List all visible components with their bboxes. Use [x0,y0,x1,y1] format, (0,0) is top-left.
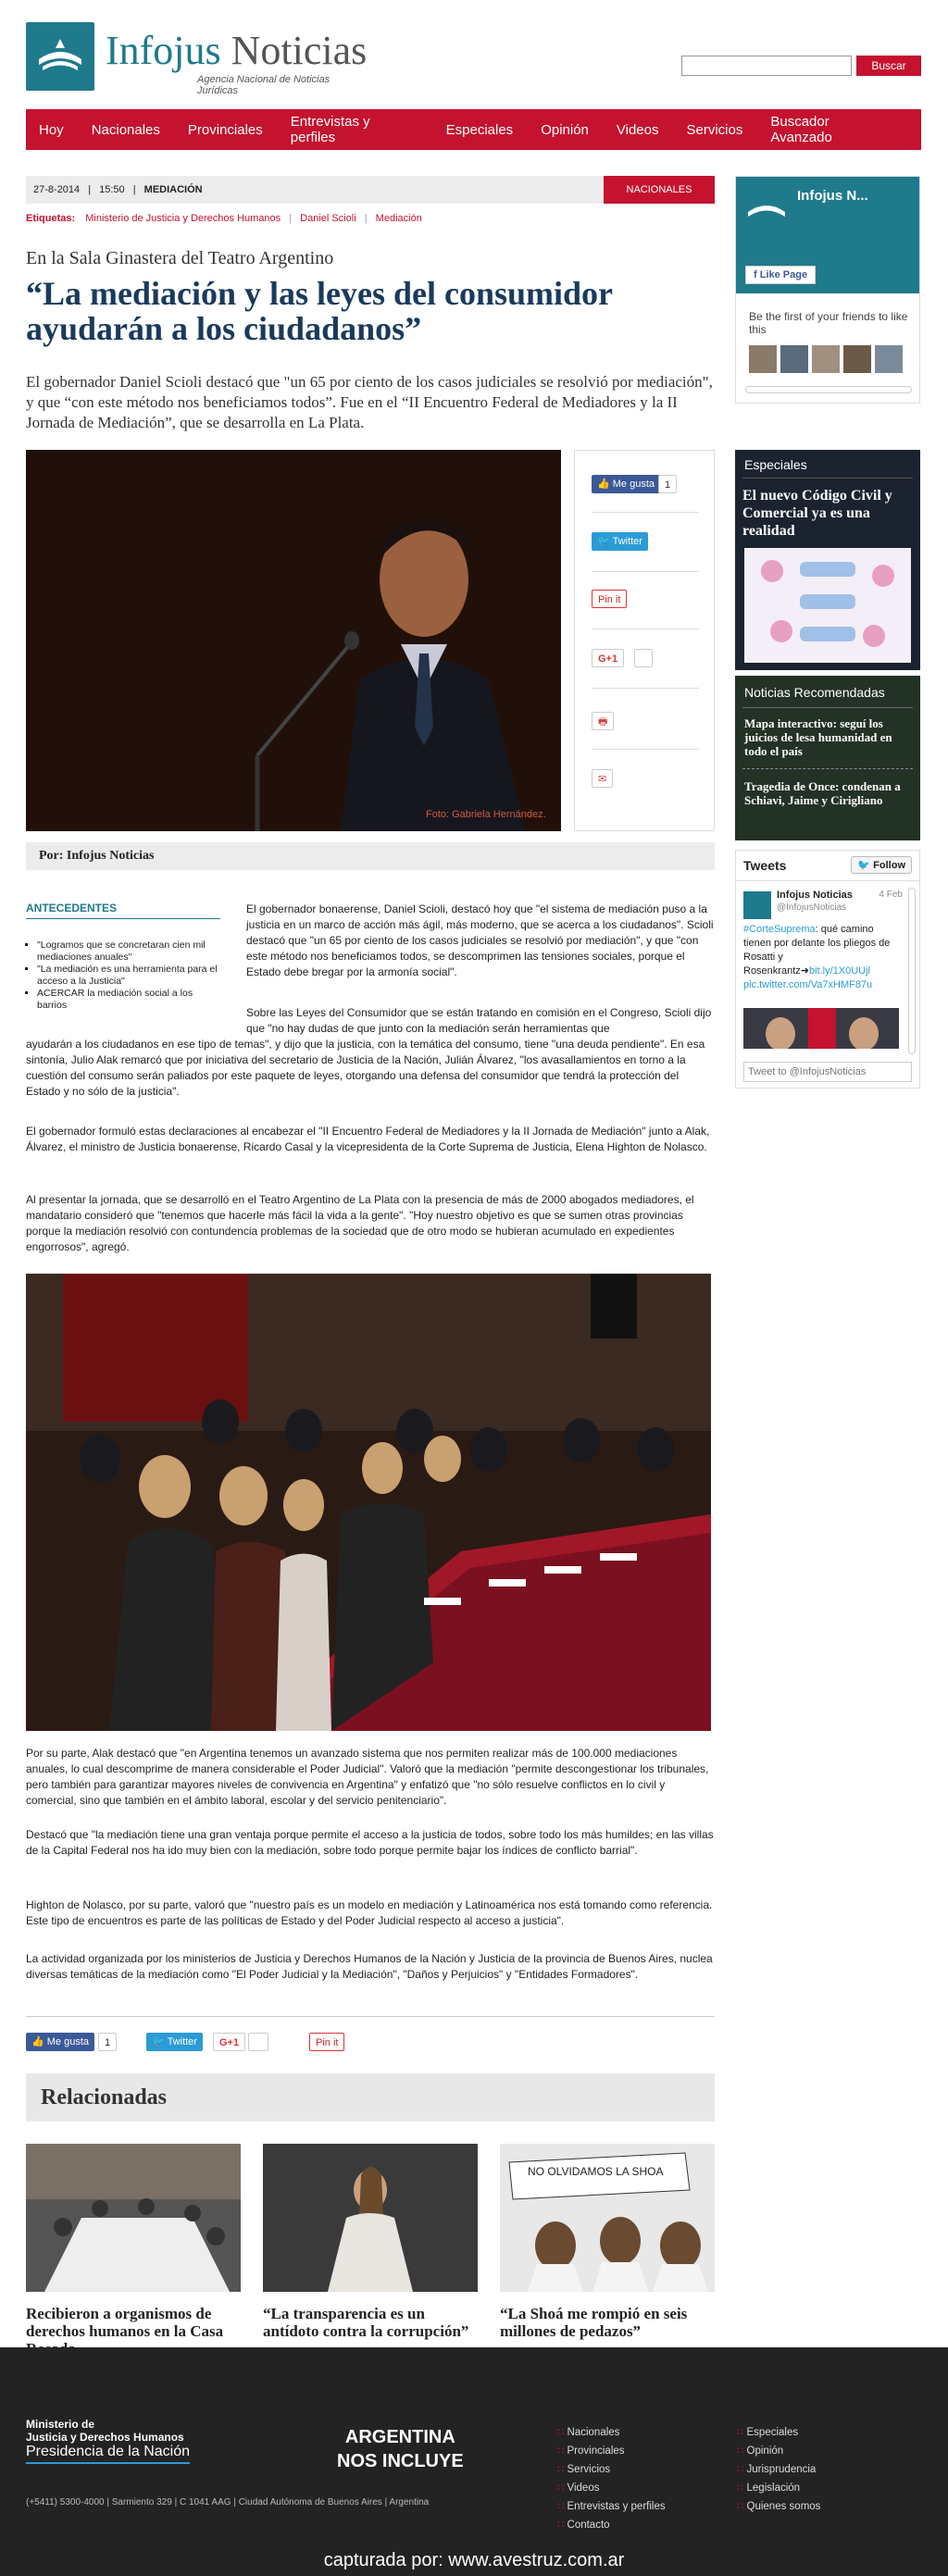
footer-links-col2 [737,2423,820,2516]
footer-link[interactable]: ∷ Servicios [557,2460,666,2479]
tweets-scrollbar[interactable] [908,888,916,1054]
book-logo-icon [26,22,94,91]
tweet-author[interactable]: Infojus Noticias [777,890,853,901]
footer-link[interactable]: ∷ Especiales [737,2423,820,2442]
facebook-page-name[interactable]: Infojus N... [797,188,868,204]
twitter-button[interactable]: 🐦 Twitter [146,2033,203,2051]
footer-link[interactable]: ∷ Videos [557,2479,666,2497]
google-plus-button[interactable]: G+1 [213,2033,245,2051]
footer-link[interactable]: ∷ Provinciales [557,2442,666,2460]
facebook-friends-text: Be the first of your friends to like this [749,310,908,336]
tweet-image[interactable] [743,1008,899,1049]
category-badge[interactable]: NACIONALES [604,176,715,204]
tweet-handle: @InfojusNoticias [777,902,847,913]
footer-link[interactable]: ∷ Quienes somos [737,2497,820,2516]
especiales-image[interactable] [744,548,911,663]
print-icon[interactable]: 🖶 [592,712,614,730]
twitter-bird-icon: 🐦 [597,536,610,547]
nav-item-hoy[interactable]: Hoy [39,121,64,138]
article-paragraph: Por su parte, Alak destacó que "en Argentina tenemos un avanzado sistema que nos permiten realizar más de 100.000 mediaciones anuales, lo cual descomprime de manera considerable el Poder Judicial". Valoró que la mediación "permite descongestionar los tribunales, pero también para garantizar mayores niveles de convivencia en Argentina" y enfatizó que "no sólo resuelve conflictos en lo civil y comercial, sino que también en el ámbito laboral, escolar y del servicio penitenciario". [26,1747,709,1807]
article-paragraph: El gobernador formuló estas declaraciones al encabezar el "II Encuentro Federal de Mediadores y la II Jornada de Mediación" junto a Alak, Álvarez, el ministro de Justicia bonaerense, Ricardo Casal y la vicepresidenta de la Corte Suprema de Justicia, Elena Highton de Nolasco. [26,1125,710,1153]
protest-sign-text: NO OLVIDAMOS LA SHOA [528,2165,664,2178]
widget-scrollbar[interactable] [745,386,912,393]
footer-links-col1 [557,2423,666,2534]
main-nav [26,109,921,150]
related-item[interactable] [26,2144,241,2358]
site-footer [0,2347,948,2576]
article-paragraph: Al presentar la jornada, que se desarrolló en el Teatro Argentino de La Plata con la presencia de más de 2000 abogados mediadores, el mandatario consideró que "tenemos que hacerle más fácil la vida a la gente". "Hoy nuestro objetivo es que se sumen otras provincias porque la mediación resolvió con contundencia problemas de la sociedad que de otro modo se hubieran acumulado en expedientes engorrosos", agregó. [26,1193,694,1253]
recomendada-link[interactable]: Tragedia de Once: condenan a Schiavi, Jaime y Cirigliano [744,779,901,807]
article-paragraph: Sobre las Leyes del Consumidor que se están tratando en comisión en el Congreso, Scioli dijo que "no hay dudas de que junto con la mediación serán herramientas que [246,1006,712,1035]
nav-item-videos[interactable]: Videos [616,121,659,138]
friend-avatars [749,345,912,373]
ministry-logo[interactable]: Ministerio de Justicia y Derechos Humanos Presidencia de la Nación [26,2418,190,2464]
related-thumbnail[interactable] [500,2144,715,2292]
related-thumbnail[interactable] [263,2144,478,2292]
related-headline[interactable]: “La Shoá me rompió en seis millones de pedazos” [500,2305,688,2340]
related-headline[interactable]: “La transparencia es un antídoto contra la corrupción” [263,2305,469,2340]
tweet-compose-input[interactable]: Tweet to @InfojusNoticias [743,1062,912,1082]
tweet-date[interactable]: 4 Feb [879,890,903,900]
tweet-avatar[interactable] [743,891,771,919]
recomendadas-label: Noticias Recomendadas [744,685,885,700]
footer-link[interactable]: ∷ Nacionales [557,2423,666,2442]
antecedentes-title: ANTECEDENTES [26,902,220,919]
twitter-widget [735,850,920,1089]
nav-item-entrevistas[interactable]: Entrevistas y perfiles [290,114,370,145]
footer-link[interactable]: ∷ Contacto [557,2516,666,2534]
especiales-label: Especiales [744,457,807,472]
tag-link[interactable]: Mediación [375,213,422,224]
recomendadas-box [735,676,920,840]
article-time: 15:50 [99,184,125,195]
article-kicker: En la Sala Ginastera del Teatro Argentino [26,248,334,268]
google-plus-button[interactable]: G+1 [592,649,624,667]
nav-item-opinion[interactable]: Opinión [541,121,589,138]
antecedentes-box [26,902,220,1012]
thumbs-up-icon: 👍 [597,479,610,490]
antecedentes-link[interactable]: ▪ "La mediación es una herramienta para el acceso a la Justicia" [37,964,220,988]
site-logo[interactable] [26,22,368,96]
email-icon[interactable]: ✉ [592,769,613,788]
related-title: Relacionadas [26,2073,715,2122]
share-panel [574,450,715,831]
facebook-widget [735,176,920,404]
footer-address: (+5411) 5300-4000 | Sarmiento 329 | C 1041 AAG | Ciudad Autónoma de Buenos Aires | Argentina [26,2497,430,2508]
gplus-count [634,649,653,667]
article-lead: El gobernador Daniel Scioli destacó que "un 65 por ciento de los casos judiciales se resolvió por mediación", y que “con este método nos beneficiamos todos”. Fue en el “II Encuentro Federal de Mediadores y la II Jornada de Mediación”, que se desarrolla en La Plata. [26,373,713,431]
gplus-count [248,2033,268,2051]
article-main-photo [26,450,561,831]
argentina-nos-incluye-logo: ARGENTINA NOS INCLUYE [337,2427,464,2471]
article-paragraph: La actividad organizada por los ministerios de Justicia y Derechos Humanos de la Nación y Justicia de la provincia de Buenos Aires, nuclea diversas temáticas de la mediación como "El Poder Judicial y la Mediación", "Daños y Perjuicios" y "Entidades Formadores". [26,1952,713,1981]
facebook-f-icon: f [754,269,757,280]
divider [26,2016,715,2017]
search-button[interactable]: Buscar [856,56,921,76]
footer-link[interactable]: ∷ Entrevistas y perfiles [557,2497,666,2516]
antecedentes-link[interactable]: ▪ ACERCAR la mediación social a los barrios [37,988,220,1012]
related-item[interactable] [500,2144,715,2340]
nav-item-provinciales[interactable]: Provinciales [187,121,263,138]
related-thumbnail[interactable] [26,2144,241,2292]
recomendada-link[interactable]: Mapa interactivo: seguí los juicios de lesa humanidad en todo el país [744,716,892,758]
tag-link[interactable]: Daniel Scioli [300,213,356,224]
tag-link[interactable]: Ministerio de Justicia y Derechos Humanos [85,213,281,224]
article-headline: “La mediación y las leyes del consumidor ayudarán a los ciudadanos” [26,275,613,347]
nav-item-nacionales[interactable]: Nacionales [91,121,160,138]
tags-row: Etiquetas: Ministerio de Justicia y Derechos Humanos | Daniel Scioli | Mediación [26,213,422,224]
twitter-bird-icon: 🐦 [152,2036,165,2047]
search-input[interactable] [681,56,852,76]
tags-label: Etiquetas: [26,213,76,224]
facebook-cover[interactable] [736,177,919,293]
especiales-box[interactable] [735,450,920,670]
nav-item-buscador[interactable]: Buscador Avanzado [770,114,832,145]
article-meta-bar: 27-8-2014 | 15:50 | MEDIACIÓN [26,176,715,204]
tweet-text: #CorteSuprema: qué camino tienen por delante los pliegos de Rosatti y Rosenkrantz➜bit.ly/1X0UUjl pic.twitter.com/Va7xHMF87u [743,924,891,990]
article-date: 27-8-2014 [33,184,81,195]
like-count: 1 [98,2033,117,2051]
event-photo [26,1274,711,1731]
like-count: 1 [658,475,677,493]
page-avatar [743,186,790,232]
tweets-label: Tweets [743,858,787,873]
especiales-title[interactable]: El nuevo Código Civil y Comercial ya es una realidad [742,488,892,539]
related-item[interactable] [263,2144,478,2340]
article-paragraph: Destacó que "la mediación tiene una gran ventaja porque permite el acceso a la justicia de todos, sobre todo los más humildes; en las villas de la Capital Federal nos ha ido muy bien con la mediación, sobre todo porque permite bajar los índices de conflicto barrial". [26,1828,714,1857]
footer-link[interactable]: ∷ Opinión [737,2442,820,2460]
facebook-like-button[interactable]: 👍 Me gusta [592,475,660,493]
footer-link[interactable]: ∷ Legislación [737,2479,820,2497]
thumbs-up-icon: 👍 [31,2036,44,2047]
article-section[interactable]: MEDIACIÓN [143,184,203,195]
logo-text: Infojus Noticias [106,28,368,73]
logo-subtitle: Agencia Nacional de Noticias Jurídicas [197,74,331,96]
article-paragraph: Highton de Nolasco, por su parte, valoró que "nuestro país es un modelo en mediación y Latinoamérica nos está tomando como referencia. Este tipo de encuentros es parte de las políticas de Estado y del Poder Judicial respecto al acceso a justicia". [26,1898,713,1927]
article-paragraph: ayudarán a los ciudadanos en ese tipo de temas", y dijo que la justicia, con la temática del consumo, tiene "una deuda pendiente". En esa sintonía, Julio Alak remarcó que por iniciativa del secretario de Justicia de la Nación, Julián Álvarez, "los avasallamientos en torno a la cuestión del consumo serán paliados por este paquete de leyes, otorgando una defensa del consumidor que tendrá la protección del Estado y no sólo de la justicia". [26,1038,705,1098]
twitter-button[interactable]: 🐦 Twitter [592,532,648,551]
pinterest-button[interactable]: Pin it [592,590,627,608]
nav-item-especiales[interactable]: Especiales [445,121,514,138]
facebook-like-button[interactable]: 👍 Me gusta [26,2033,94,2051]
pinterest-button[interactable]: Pin it [309,2033,344,2051]
capture-watermark: capturada por: www.avestruz.com.ar [323,2550,625,2570]
bottom-share-row [26,2033,715,2053]
follow-button[interactable]: 🐦 Follow [851,856,912,874]
nav-item-servicios[interactable]: Servicios [686,121,743,138]
facebook-like-page-button[interactable]: f Like Page [745,266,816,284]
antecedentes-link[interactable]: ▪ "Logramos que se concretaran cien mil mediaciones anuales" [37,940,220,964]
photo-credit: Foto: Gabriela Hernández. [426,809,546,820]
footer-link[interactable]: ∷ Jurisprudencia [737,2460,820,2479]
byline: Por: Infojus Noticias [26,842,715,870]
article-paragraph: El gobernador bonaerense, Daniel Scioli, destacó hoy que "el sistema de mediación puso a la justicia en un marco de acción más ágil, más moderno, que se acerca a los ciudadanos". Scioli destacó que "un 65 por ciento de los casos judiciales se resolvió por mediación", y que "con este método nos beneficiamos todos, se descomprimen las tensiones sociales, porque el Estado debe bregar por la armonía social". [246,902,714,978]
related-headline[interactable]: Recibieron a organismos de derechos humanos en la Casa [26,2305,224,2340]
twitter-bird-icon: 🐦 [857,860,871,871]
